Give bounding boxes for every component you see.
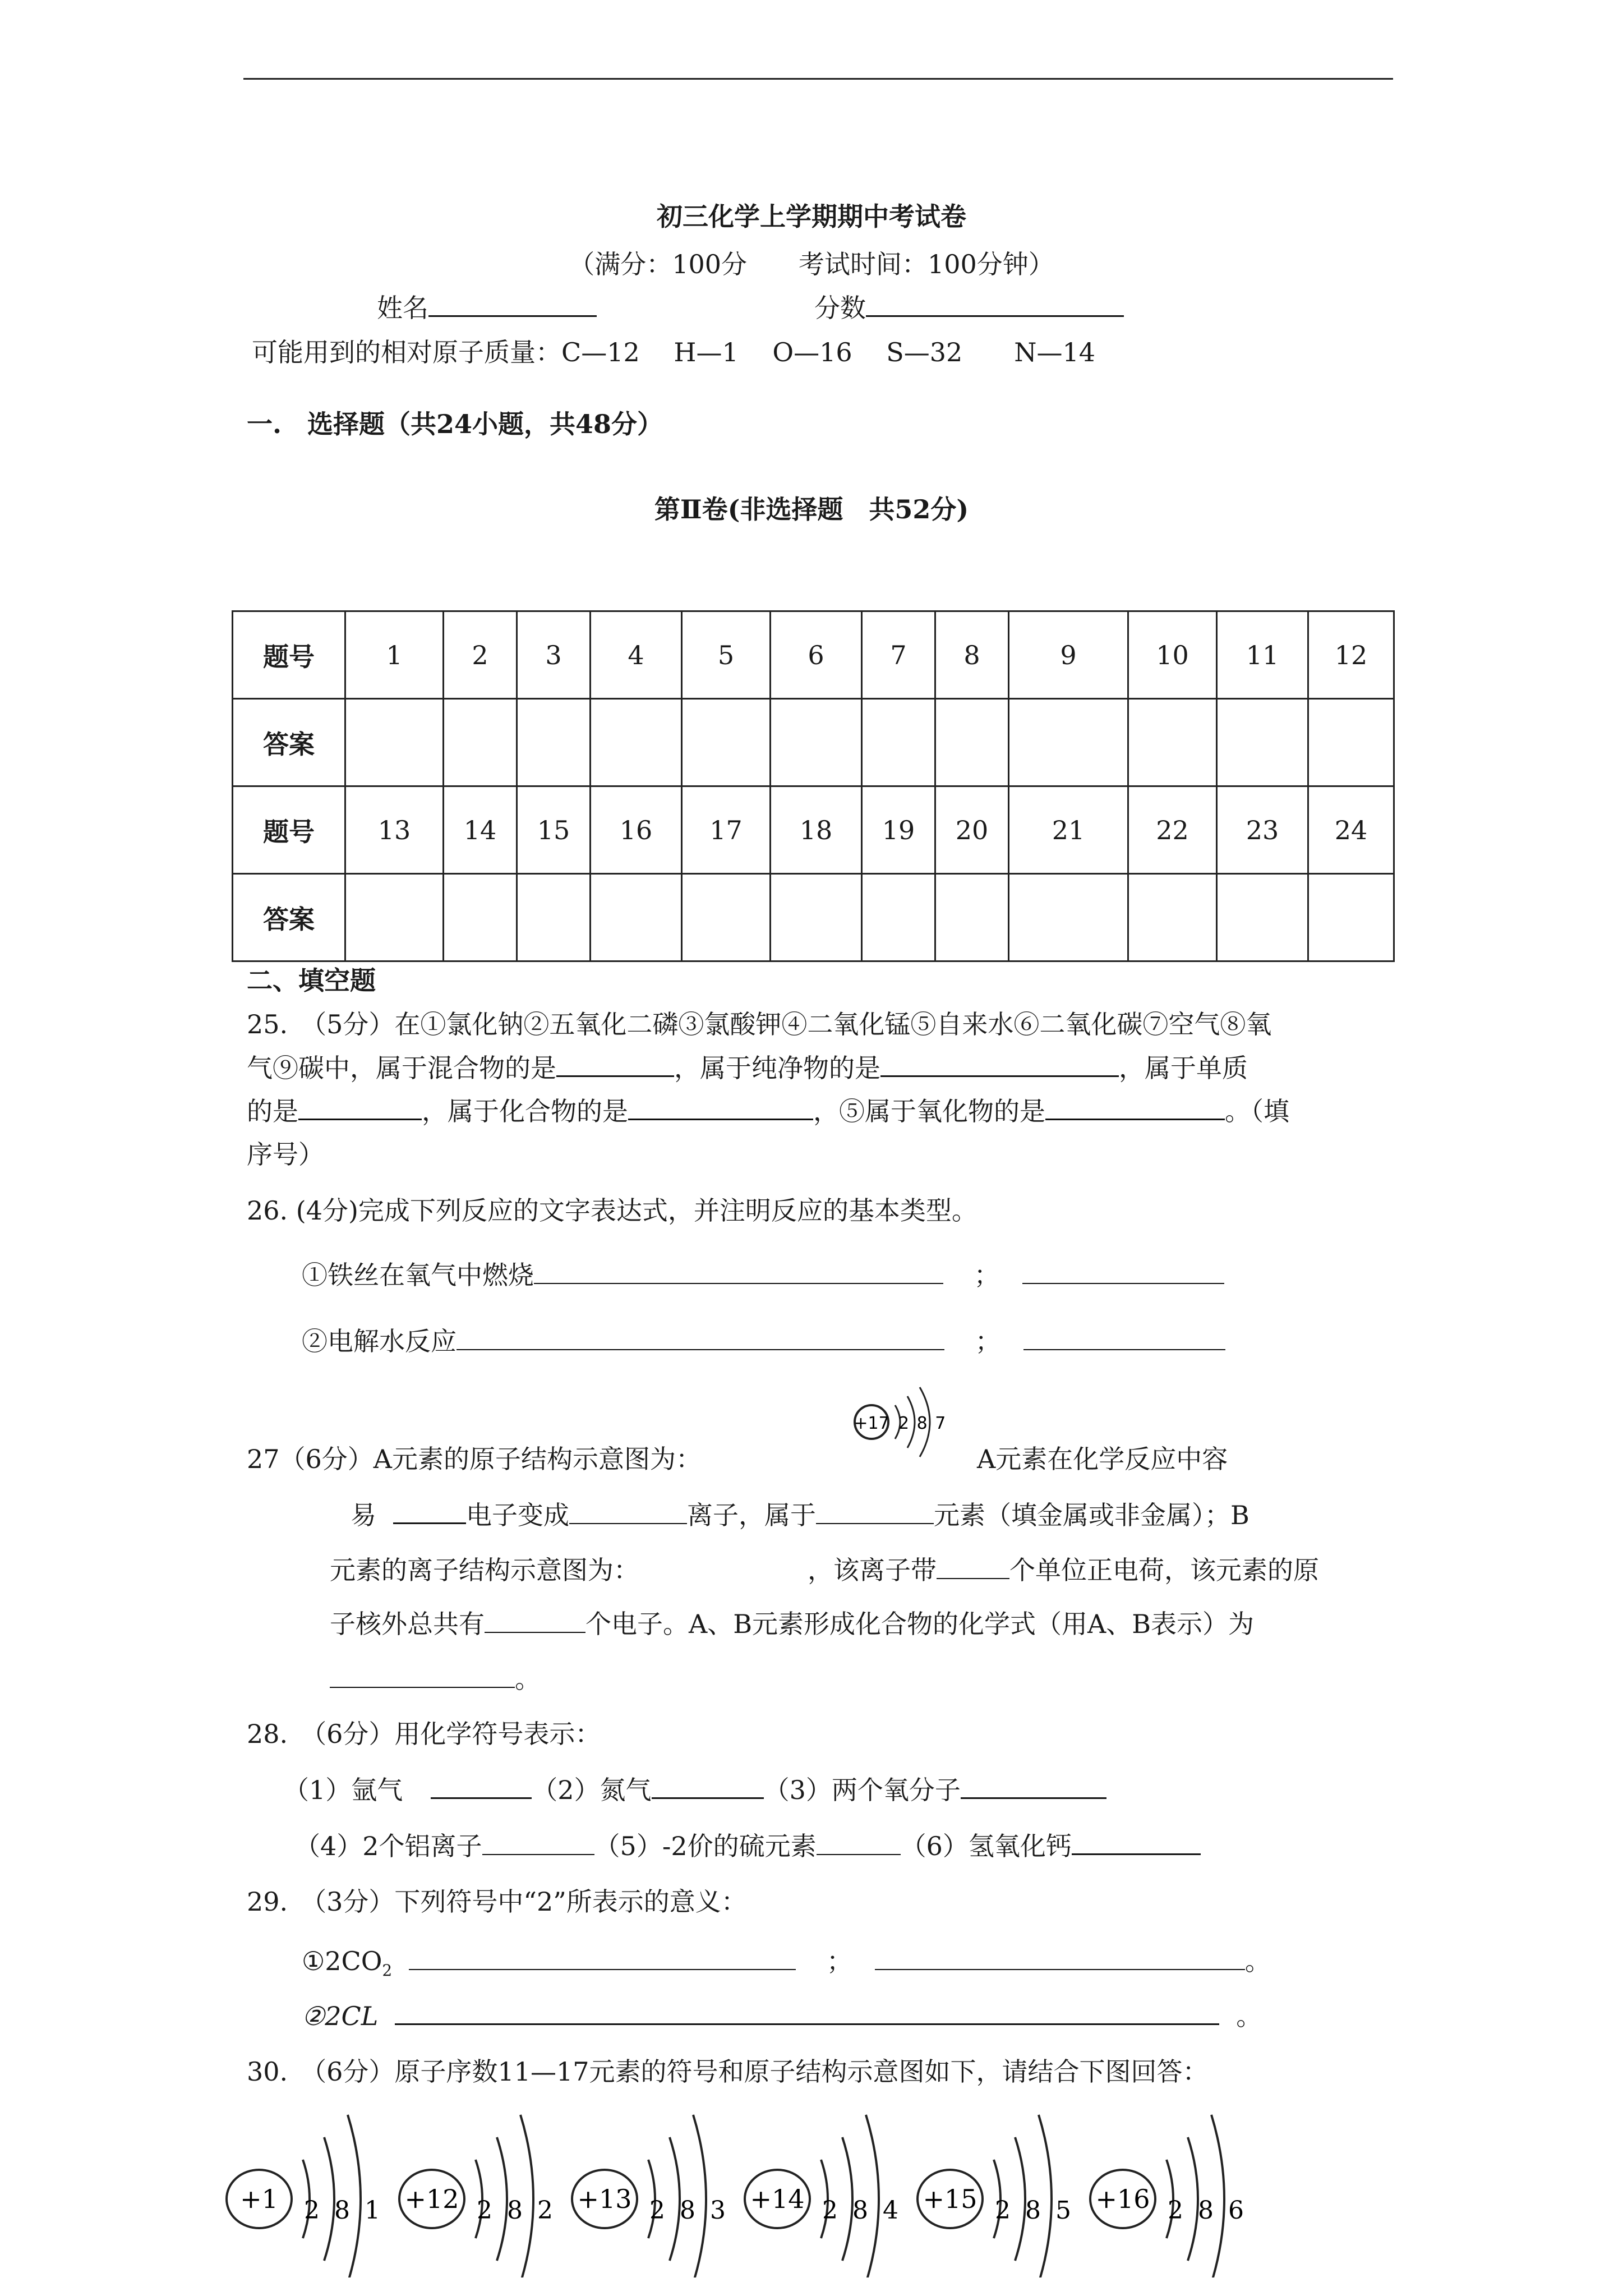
score-label: 分数 <box>814 293 866 323</box>
name-blank[interactable] <box>428 293 597 317</box>
q28-argon-blank[interactable] <box>431 1775 532 1799</box>
q29-item-2 <box>302 2000 1262 2032</box>
q26-type-1-blank[interactable] <box>1022 1260 1224 1284</box>
table-cell: 17 <box>682 786 771 874</box>
q29-formula-2cl: ②2CL <box>302 2001 379 2031</box>
q29-meaning-1b-blank[interactable] <box>875 1947 1245 1970</box>
q27-line-1a: 27（6分）A元素的原子结构示意图为： <box>247 1444 702 1474</box>
table-cell: 14 <box>444 786 517 874</box>
section-2-heading: 二、填空题 <box>247 965 376 996</box>
q26-sep: ； <box>974 1260 1000 1290</box>
table-cell: 11 <box>1217 611 1308 699</box>
q25-compound-blank[interactable] <box>628 1096 813 1120</box>
q29-meaning-1a-blank[interactable] <box>409 1947 796 1970</box>
table-row <box>233 611 1394 699</box>
table-cell: 20 <box>935 786 1009 874</box>
q27-text: 个单位正电荷，该元素的原 <box>1009 1555 1319 1585</box>
q28-oxygen-blank[interactable] <box>961 1775 1106 1799</box>
answer-cell[interactable] <box>1217 874 1308 961</box>
atom-shell-electrons: 2 8 2 <box>477 2196 556 2225</box>
q26-type-2-blank[interactable] <box>1023 1327 1225 1350</box>
atom-diagram-4 <box>745 2115 902 2277</box>
q27-text: 。 <box>515 1664 541 1694</box>
q28-text: （6）氢氧化钙 <box>900 1831 1072 1861</box>
atom-diagram-2 <box>399 2115 556 2277</box>
table-cell: 19 <box>862 786 935 874</box>
table-row <box>233 874 1394 961</box>
answer-table <box>232 610 1395 962</box>
q25-text: ，⑤属于氧化物的是 <box>813 1096 1045 1126</box>
answer-cell[interactable] <box>1217 699 1308 786</box>
atom-shell-electrons: 2 8 4 <box>822 2196 902 2225</box>
q27-formula-blank[interactable] <box>330 1664 515 1688</box>
q25-mixture-blank[interactable] <box>556 1053 674 1077</box>
q28-text: （3）两个氧分子 <box>763 1775 961 1805</box>
q26-item-1 <box>302 1259 1224 1291</box>
answer-cell[interactable] <box>345 699 444 786</box>
name-field[interactable] <box>377 292 597 324</box>
q28-sulfur-blank[interactable] <box>817 1832 901 1855</box>
q26-text: ①铁丝在氧气中燃烧 <box>302 1260 534 1290</box>
name-label: 姓名 <box>377 293 428 323</box>
table-cell: 8 <box>935 611 1009 699</box>
q26-text: ②电解水反应 <box>302 1326 457 1356</box>
atom-diagram-6 <box>1090 2115 1247 2277</box>
table-cell: 3 <box>517 611 591 699</box>
atom-nucleus-label: +16 <box>1095 2184 1150 2214</box>
atom-nucleus-label: +1 <box>240 2184 278 2214</box>
table-cell: 13 <box>345 786 444 874</box>
q28-text: （4）2个铝离子 <box>294 1831 482 1861</box>
answer-cell[interactable] <box>345 874 444 961</box>
q29-sep: ； <box>826 1946 852 1976</box>
answer-cell[interactable] <box>517 699 591 786</box>
q28-text: （2）氮气 <box>532 1775 652 1805</box>
q25-oxide-blank[interactable] <box>1045 1096 1225 1120</box>
answer-cell[interactable] <box>1308 874 1394 961</box>
atom-shell-electrons: 2 8 6 <box>1168 2196 1247 2225</box>
score-field[interactable] <box>814 292 1124 324</box>
q27-ion-blank[interactable] <box>569 1501 687 1524</box>
answer-cell[interactable] <box>591 874 682 961</box>
q28-hydroxide-blank[interactable] <box>1072 1831 1201 1855</box>
atom-nucleus-label: +14 <box>750 2184 805 2214</box>
q25-line-4: 序号） <box>247 1139 324 1170</box>
q27-line-1b: A元素在化学反应中容 <box>977 1444 1228 1474</box>
table-cell: 2 <box>444 611 517 699</box>
q27-text: ，该离子带 <box>808 1555 937 1585</box>
answer-cell[interactable] <box>1128 699 1217 786</box>
q28-line-3 <box>294 1830 1201 1862</box>
q29-line-1: 29. （3分）下列符号中“2”所表示的意义： <box>247 1887 747 1917</box>
q27-line-5 <box>330 1663 541 1695</box>
table-cell: 10 <box>1128 611 1217 699</box>
q29-end: 。 <box>1236 2001 1262 2031</box>
score-blank[interactable] <box>866 293 1124 317</box>
atom-diagram-1 <box>227 2115 384 2277</box>
answer-cell[interactable] <box>444 699 517 786</box>
table-cell: 12 <box>1308 611 1394 699</box>
atom-diagrams-row <box>213 2109 1357 2277</box>
atom-diagram-5 <box>917 2115 1075 2277</box>
answer-cell[interactable] <box>1308 699 1394 786</box>
q26-item-2 <box>302 1326 1225 1357</box>
q27-charge-blank[interactable] <box>937 1556 1009 1579</box>
atom-shell-electrons: 2 8 3 <box>649 2196 729 2225</box>
q27-line-4 <box>330 1608 1254 1640</box>
atom-nucleus-label: +15 <box>923 2184 978 2214</box>
table-answer-label: 答案 <box>233 874 345 961</box>
q27-text: 子核外总共有 <box>330 1609 485 1639</box>
q27-text: 电子变成 <box>466 1500 569 1530</box>
q28-nitrogen-blank[interactable] <box>652 1775 764 1799</box>
answer-cell[interactable] <box>1009 874 1128 961</box>
atom-shell-electrons: 2 8 5 <box>995 2196 1075 2225</box>
volume-2-heading: 第Ⅱ卷(非选择题 共52分) <box>654 494 969 524</box>
atom-a-nucleus: +17 <box>854 1414 889 1433</box>
q25-line-2 <box>247 1052 1248 1084</box>
q25-pure-blank[interactable] <box>880 1053 1119 1077</box>
answer-cell[interactable] <box>862 699 935 786</box>
q25-text: ，属于纯净物的是 <box>674 1053 880 1083</box>
q30-line-1: 30. （6分）原子序数11—17元素的符号和原子结构示意图如下，请结合下图回答： <box>247 2056 1209 2087</box>
atom-nucleus-label: +13 <box>577 2184 632 2214</box>
q25-line-3 <box>247 1096 1289 1127</box>
q27-line-2 <box>351 1499 1249 1531</box>
table-row <box>233 699 1394 786</box>
q28-aluminum-blank[interactable] <box>482 1832 594 1855</box>
q29-item-1 <box>302 1945 1271 1986</box>
table-cell: 5 <box>682 611 771 699</box>
table-cell: 16 <box>591 786 682 874</box>
q27-metal-blank[interactable] <box>816 1501 934 1524</box>
answer-cell[interactable] <box>935 699 1009 786</box>
atom-shell-electrons: 2 8 1 <box>304 2196 384 2225</box>
q29-formula-co2: ①2CO <box>302 1946 382 1976</box>
q25-text: 的是 <box>247 1096 298 1126</box>
q26-sep: ； <box>975 1326 1001 1356</box>
table-cell: 23 <box>1217 786 1308 874</box>
table-cell: 6 <box>771 611 862 699</box>
table-cell: 24 <box>1308 786 1394 874</box>
q28-text: （5）-2价的硫元素 <box>594 1831 817 1861</box>
answer-cell[interactable] <box>771 874 862 961</box>
q25-text: 气⑨碳中，属于混合物的是 <box>247 1053 556 1083</box>
q26-equation-2-blank[interactable] <box>457 1327 944 1350</box>
table-cell: 7 <box>862 611 935 699</box>
atom-nucleus-label: +12 <box>404 2184 459 2214</box>
table-cell: 21 <box>1009 786 1128 874</box>
atomic-mass-line: 可能用到的相对原子质量：C—12 H—1 O—16 S—32 N—14 <box>252 337 1096 367</box>
q26-line-1: 26. (4分)完成下列反应的文字表达式，并注明反应的基本类型。 <box>247 1195 978 1226</box>
q25-line-1: 25. （5分）在①氯化钠②五氧化二磷③氯酸钾④二氧化锰⑤自来水⑥二氧化碳⑦空气⑧氧 <box>247 1009 1272 1039</box>
answer-cell[interactable] <box>862 874 935 961</box>
q28-text: （1）氩气 <box>283 1775 403 1805</box>
table-cell: 15 <box>517 786 591 874</box>
atom-diagram-3 <box>572 2115 729 2277</box>
answer-cell[interactable] <box>682 874 771 961</box>
q25-text: ，属于化合物的是 <box>422 1096 628 1126</box>
answer-cell[interactable] <box>682 699 771 786</box>
q25-text: ，属于单质 <box>1119 1053 1248 1083</box>
q27-text: 个电子。A、B元素形成化合物的化学式（用A、B表示）为 <box>585 1609 1255 1639</box>
answer-cell[interactable] <box>1009 699 1128 786</box>
header-rule <box>243 78 1393 80</box>
q29-subscript: 2 <box>382 1961 393 1980</box>
table-cell: 1 <box>345 611 444 699</box>
q29-end: 。 <box>1244 1946 1271 1976</box>
atom-a-diagram <box>847 1377 959 1473</box>
q27-line-3 <box>330 1554 1319 1586</box>
table-cell: 9 <box>1009 611 1128 699</box>
answer-cell[interactable] <box>444 874 517 961</box>
answer-cell[interactable] <box>517 874 591 961</box>
q27-text: 元素（填金属或非金属）；B <box>934 1500 1249 1530</box>
atom-a-shells: 2 8 7 <box>898 1414 947 1433</box>
q27-text: 元素的离子结构示意图为： <box>330 1555 639 1585</box>
table-answer-label: 答案 <box>233 699 345 786</box>
q25-text: 。（填 <box>1225 1096 1289 1126</box>
answer-cell[interactable] <box>935 874 1009 961</box>
q26-equation-1-blank[interactable] <box>534 1260 943 1284</box>
table-row <box>233 786 1394 874</box>
table-header-cell: 题号 <box>233 611 345 699</box>
section-1-heading: 一. 选择题（共24小题，共48分） <box>247 409 663 439</box>
q27-text: 易 <box>351 1500 376 1530</box>
answer-cell[interactable] <box>1128 874 1217 961</box>
q27-gain-lose-blank[interactable] <box>393 1500 466 1524</box>
page-subtitle: （满分：100分 考试时间：100分钟） <box>569 249 1054 279</box>
q28-line-1: 28. （6分）用化学符号表示： <box>247 1719 601 1749</box>
answer-cell[interactable] <box>771 699 862 786</box>
q27-electrons-blank[interactable] <box>485 1609 585 1633</box>
q28-line-2 <box>283 1774 1106 1806</box>
table-header-cell: 题号 <box>233 786 345 874</box>
table-cell: 18 <box>771 786 862 874</box>
q25-element-blank[interactable] <box>298 1096 422 1120</box>
page-title: 初三化学上学期期中考试卷 <box>657 201 966 232</box>
table-cell: 4 <box>591 611 682 699</box>
table-cell: 22 <box>1128 786 1217 874</box>
q27-text: 离子，属于 <box>687 1500 816 1530</box>
q29-meaning-2-blank[interactable] <box>395 2001 1219 2025</box>
answer-cell[interactable] <box>591 699 682 786</box>
